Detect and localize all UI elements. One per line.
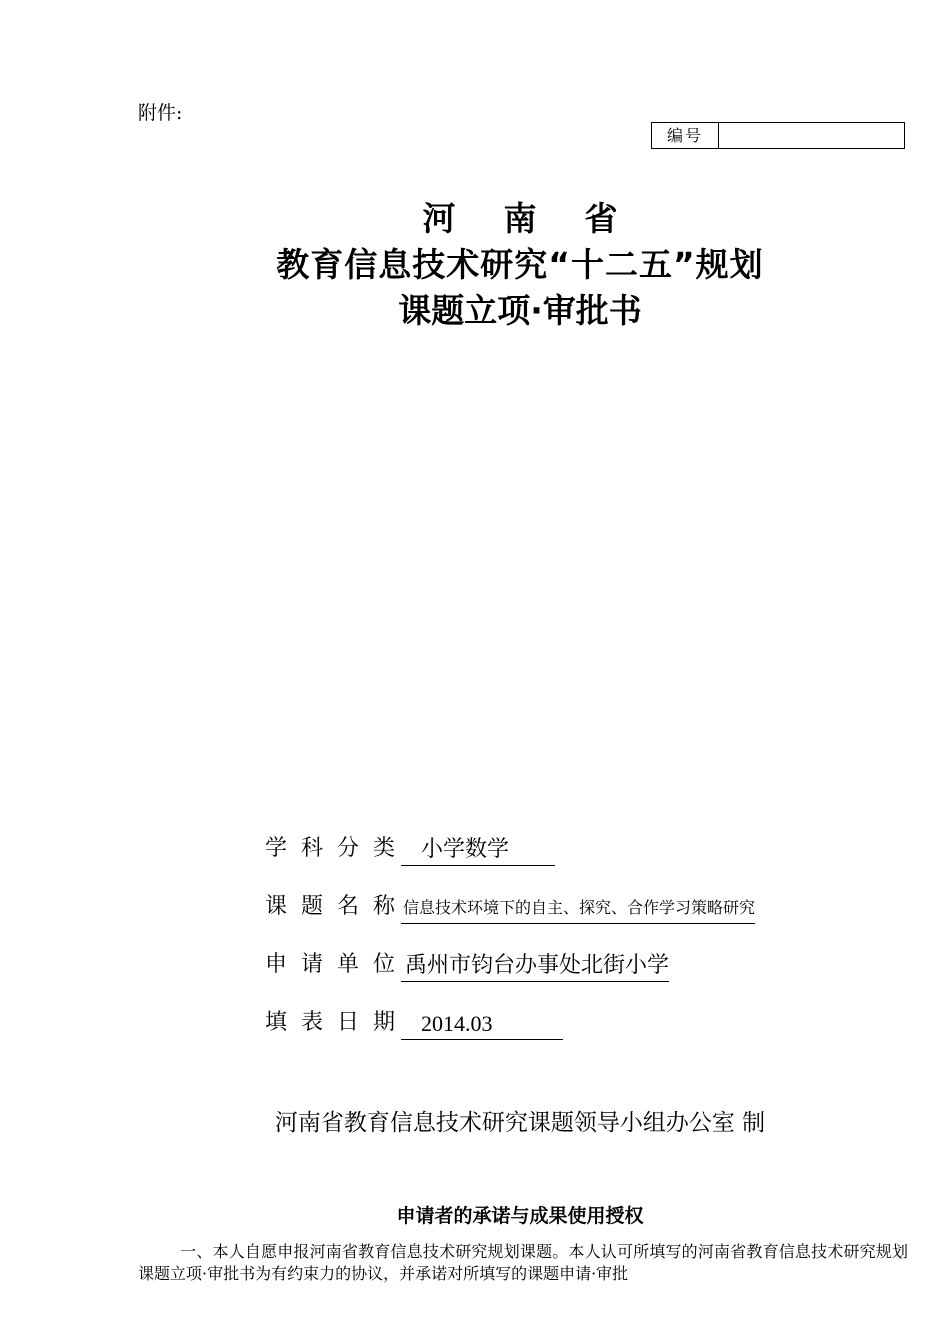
promise-paragraph-container [138, 1241, 908, 1285]
serial-number-label: 编号 [652, 123, 719, 148]
attachment-label: 附件: [138, 102, 183, 124]
promise-paragraph: 一、本人自愿申报河南省教育信息技术研究规划课题。本人认可所填写的河南省教育信息技术研究规划课题立项·审批书为有约束力的协议，并承诺对所填写的课题申请·审批 [138, 1242, 908, 1283]
unit-label: 申请单位 [265, 952, 410, 977]
unit-row [265, 948, 755, 982]
serial-number-field[interactable] [719, 123, 904, 148]
document-title [0, 196, 950, 334]
info-section [265, 832, 755, 1064]
title-plan: 教育信息技术研究“十二五”规划 [276, 245, 764, 284]
title-approval: 课题立项·审批书 [398, 291, 642, 330]
topic-value: 信息技术环境下的自主、探究、合作学习策略研究 [401, 893, 755, 924]
subject-row [265, 832, 755, 866]
date-value: 2014.03 [401, 1009, 563, 1040]
topic-label: 课题名称 [265, 894, 410, 919]
subject-label: 学科分类 [265, 836, 410, 861]
serial-number-box [651, 122, 905, 149]
date-label: 填表日期 [265, 1010, 410, 1035]
unit-value: 禹州市钧台办事处北街小学 [401, 951, 669, 982]
subject-value: 小学数学 [401, 835, 555, 866]
date-row [265, 1006, 755, 1040]
topic-row [265, 890, 755, 924]
title-province: 河南省 [422, 199, 666, 238]
promise-heading: 申请者的承诺与成果使用授权 [396, 1205, 644, 1227]
issuing-office: 河南省教育信息技术研究课题领导小组办公室 制 [274, 1110, 766, 1136]
